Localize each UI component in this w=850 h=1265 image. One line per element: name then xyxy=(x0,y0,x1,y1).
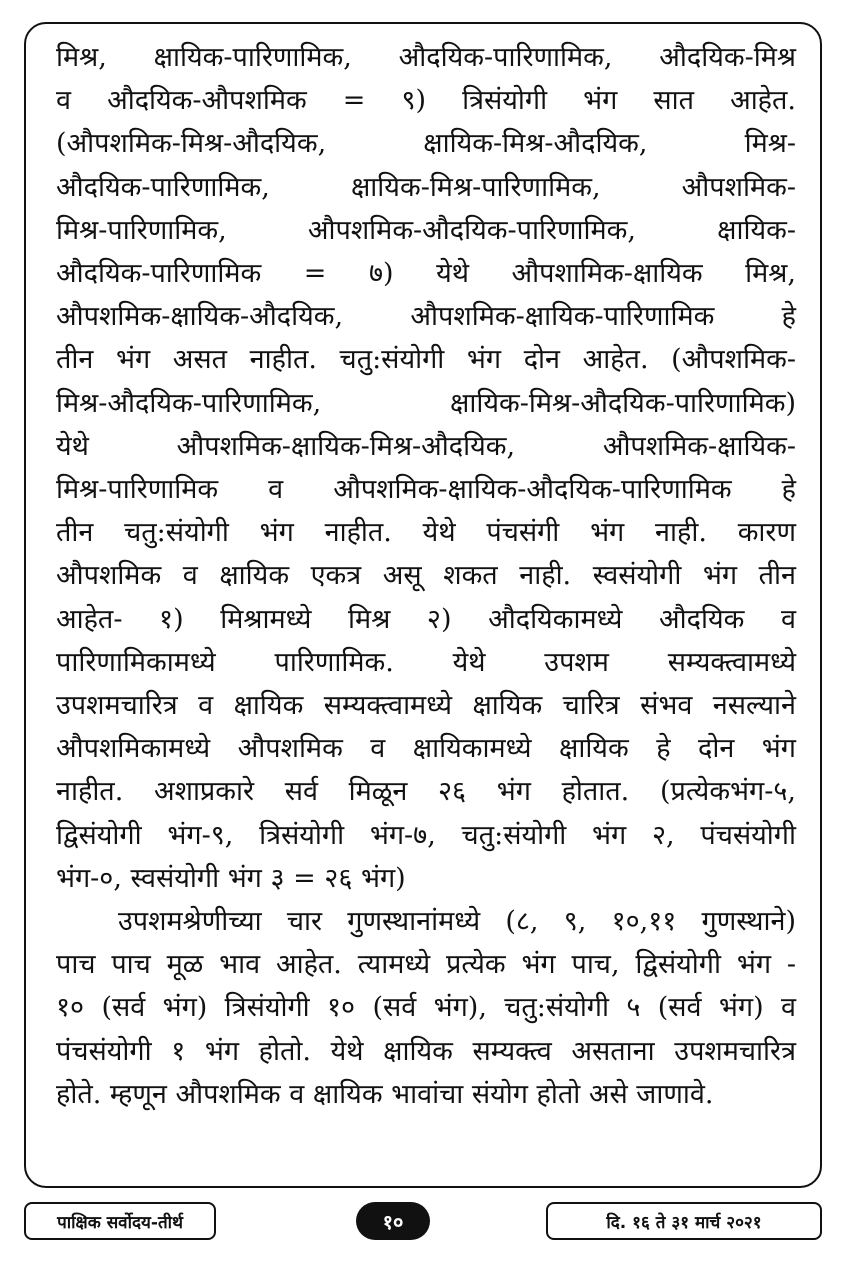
text-line: मिश्र-पारिणामिक व औपशमिक-क्षायिक-औदयिक-पारिणामिक हे xyxy=(56,474,796,506)
publication-name: पाक्षिक सर्वोदय-तीर्थ xyxy=(24,1202,216,1240)
issue-date: दि. १६ ते ३१ मार्च २०२१ xyxy=(546,1202,822,1240)
paragraph-2 xyxy=(56,900,796,1116)
text-line: होते. म्हणून औपशमिक व क्षायिक भावांचा संयोग होतो असे जाणावे. xyxy=(56,1078,714,1110)
text-line: पाच पाच मूळ भाव आहेत. त्यामध्ये प्रत्येक भंग पाच, द्विसंयोगी भंग - xyxy=(56,949,796,981)
text-line: मिश्र-पारिणामिक, औपशमिक-औदयिक-पारिणामिक, क्षायिक- xyxy=(56,214,796,246)
text-line: औदयिक-पारिणामिक = ७) येथे औपशामिक-क्षायिक मिश्र, xyxy=(56,258,796,290)
text-line: व औदयिक-औपशमिक = ९) त्रिसंयोगी भंग सात आहेत. xyxy=(56,85,796,117)
text-line: पंचसंयोगी १ भंग होतो. येथे क्षायिक सम्यक्त्व असताना उपशमचारित्र xyxy=(56,1035,796,1067)
text-line: तीन चतु:संयोगी भंग नाहीत. येथे पंचसंगी भंग नाही. कारण xyxy=(56,517,796,549)
text-line: नाहीत. अशाप्रकारे सर्व मिळून २६ भंग होतात. (प्रत्येकभंग-५, xyxy=(56,776,796,808)
text-line: उपशमचारित्र व क्षायिक सम्यक्त्वामध्ये क्षायिक चारित्र संभव नसल्याने xyxy=(56,690,796,722)
text-line: मिश्र, क्षायिक-पारिणामिक, औदयिक-पारिणामिक, औदयिक-मिश्र xyxy=(56,42,796,73)
text-line: १० (सर्व भंग) त्रिसंयोगी १० (सर्व भंग), चतु:संयोगी ५ (सर्व भंग) व xyxy=(56,992,796,1024)
paragraph-1 xyxy=(56,36,796,900)
body-text xyxy=(56,36,796,1116)
text-line: औपशमिक-क्षायिक-औदयिक, औपशमिक-क्षायिक-पारिणामिक हे xyxy=(56,301,796,333)
text-line: द्विसंयोगी भंग-९, त्रिसंयोगी भंग-७, चतु:संयोगी भंग २, पंचसंयोगी xyxy=(56,819,796,851)
text-line: भंग-०, स्वसंयोगी भंग ३ = २६ भंग) xyxy=(56,862,406,894)
text-line: उपशमश्रेणीच्या चार गुणस्थानांमध्ये (८, ९, १०,११ गुणस्थाने) xyxy=(118,906,796,938)
text-line: तीन भंग असत नाहीत. चतु:संयोगी भंग दोन आहेत. (औपशमिक- xyxy=(56,344,796,376)
text-line: (औपशमिक-मिश्र-औदयिक, क्षायिक-मिश्र-औदयिक, मिश्र- xyxy=(56,128,796,160)
text-line: औपशमिकामध्ये औपशमिक व क्षायिकामध्ये क्षायिक हे दोन भंग xyxy=(56,733,796,765)
text-line: औदयिक-पारिणामिक, क्षायिक-मिश्र-पारिणामिक, औपशमिक- xyxy=(56,171,796,203)
page-number: १० xyxy=(356,1202,430,1240)
text-line: पारिणामिकामध्ये पारिणामिक. येथे उपशम सम्यक्त्वामध्ये xyxy=(56,646,796,678)
text-line: आहेत- १) मिश्रामध्ये मिश्र २) औदयिकामध्ये औदयिक व xyxy=(56,603,796,635)
text-line: औपशमिक व क्षायिक एकत्र असू शकत नाही. स्वसंयोगी भंग तीन xyxy=(56,560,796,592)
text-line: मिश्र-औदयिक-पारिणामिक, क्षायिक-मिश्र-औदयिक-पारिणामिक) xyxy=(56,387,796,419)
text-line: येथे औपशमिक-क्षायिक-मिश्र-औदयिक, औपशमिक-क्षायिक- xyxy=(56,430,796,462)
